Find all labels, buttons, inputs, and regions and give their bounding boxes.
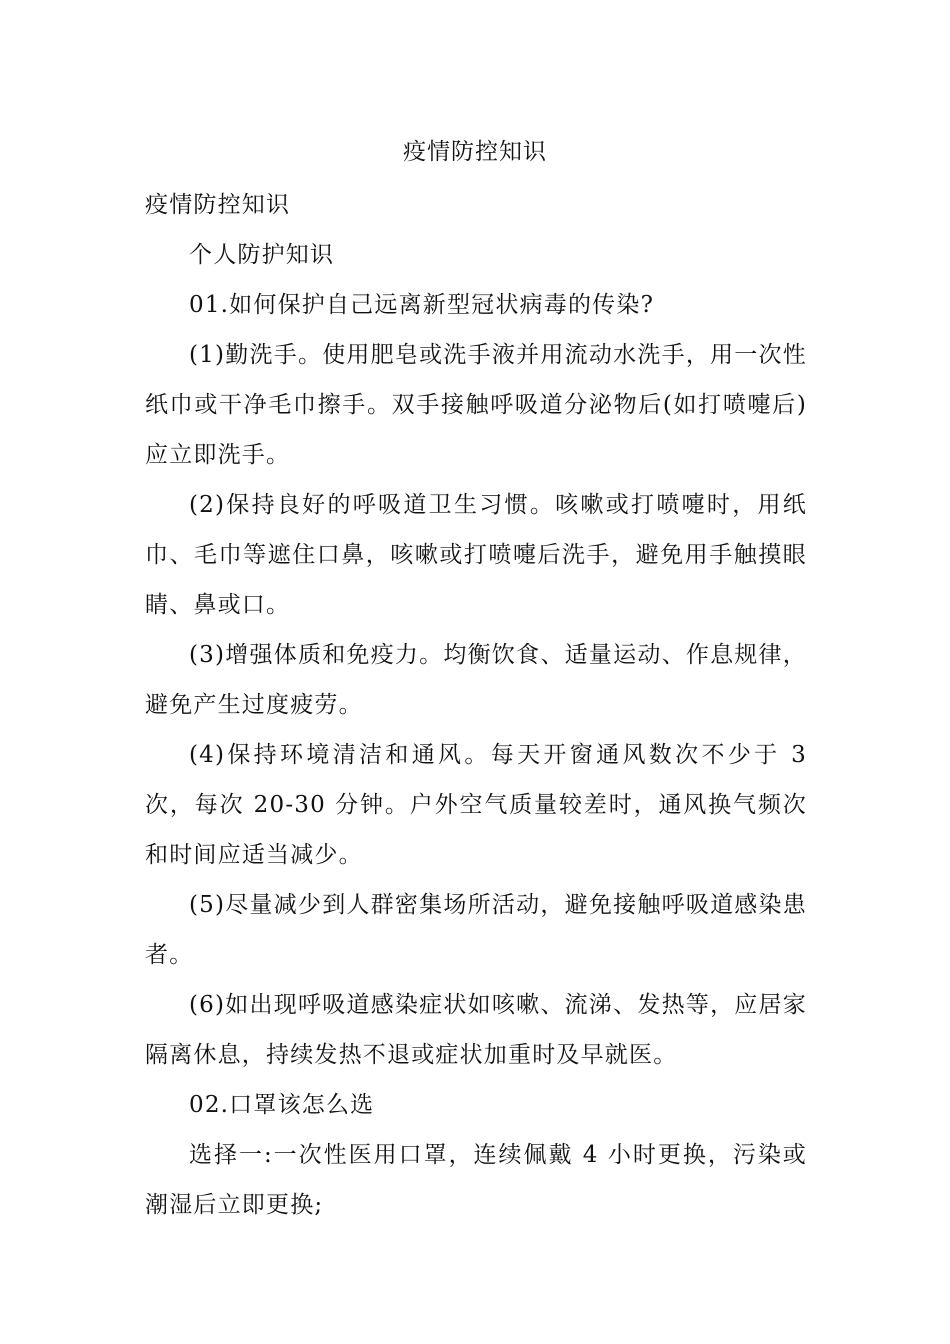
- question-heading-02: 02.口罩该怎么选: [189, 1092, 375, 1118]
- paragraph-item-5: (5)尽量减少到人群密集场所活动，避免接触呼吸道感染患者。: [145, 892, 807, 968]
- paragraph-option-1: 选择一:一次性医用口罩，连续佩戴 4 小时更换，污染或潮湿后立即更换;: [145, 1142, 807, 1218]
- paragraph-item-4: (4)保持环境清洁和通风。每天开窗通风数次不少于 3 次，每次 20-30 分钟。户外空气质量较差时，通风换气频次和时间应适当减少。: [145, 742, 807, 868]
- question-heading-01: 01.如何保护自己远离新型冠状病毒的传染?: [189, 292, 655, 318]
- paragraph-item-6: (6)如出现呼吸道感染症状如咳嗽、流涕、发热等，应居家隔离休息，持续发热不退或症状加重时及早就医。: [145, 992, 807, 1068]
- subsection-heading: 个人防护知识: [189, 242, 335, 268]
- section-heading: 疫情防控知识: [145, 192, 291, 218]
- paragraph-item-1: (1)勤洗手。使用肥皂或洗手液并用流动水洗手，用一次性纸巾或干净毛巾擦手。双手接触呼吸道分泌物后(如打喷嚏后)应立即洗手。: [145, 342, 807, 468]
- document-title: 疫情防控知识: [403, 139, 547, 165]
- paragraph-item-3: (3)增强体质和免疫力。均衡饮食、适量运动、作息规律，避免产生过度疲劳。: [145, 642, 807, 718]
- document-body: [145, 180, 807, 1230]
- paragraph-item-2: (2)保持良好的呼吸道卫生习惯。咳嗽或打喷嚏时，用纸巾、毛巾等遮住口鼻，咳嗽或打喷嚏后洗手，避免用手触摸眼睛、鼻或口。: [145, 492, 807, 618]
